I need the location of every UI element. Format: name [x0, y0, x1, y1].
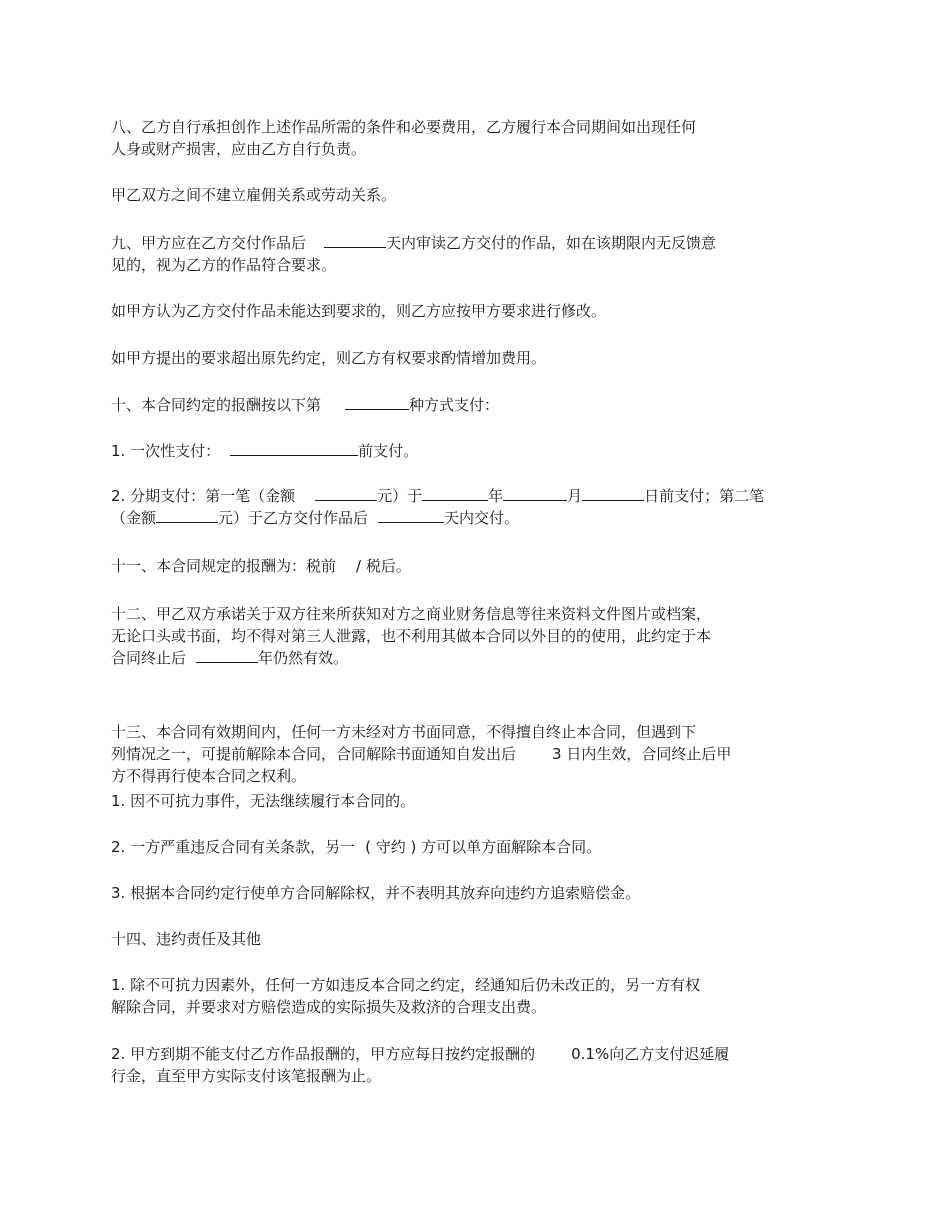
clause-13 — [111, 721, 836, 787]
modify-paragraph — [111, 300, 836, 322]
first-year-blank — [422, 486, 488, 501]
review-days-blank — [324, 233, 386, 248]
clause-12-text-a: 合同终止后 — [111, 649, 187, 667]
termination-item-1-text: 1. 因不可抗力事件，无法继续履行本合同的。 — [111, 792, 416, 810]
clause-12-line-1: 十二、甲乙双方承诺关于双方往来所获知对方之商业财务信息等往来资料文件图片或档案， — [111, 605, 712, 623]
clause-13-line-2 — [111, 743, 836, 765]
payment-option-2-text-d: 月 — [567, 487, 583, 505]
clause-11-text-b: / 税后。 — [356, 557, 411, 575]
breach-item-1 — [111, 974, 836, 1018]
clause-9-line-2: 见的，视为乙方的作品符合要求。 — [111, 256, 337, 274]
clause-10-text-a: 十、本合同约定的报酬按以下第 — [111, 396, 322, 414]
clause-11 — [111, 555, 836, 577]
clause-9-text-b: 天内审读乙方交付的作品，如在该期限内无反馈意 — [386, 234, 717, 252]
clause-14-heading-text: 十四、违约责任及其他 — [111, 930, 262, 948]
breach-item-1-line-2: 解除合同，并要求对方赔偿造成的实际损失及救济的合理支出费。 — [111, 998, 547, 1016]
first-day-blank — [582, 486, 644, 501]
clause-14-heading — [111, 928, 836, 950]
modify-text: 如甲方认为乙方交付作品未能达到要求的，则乙方应按甲方要求进行修改。 — [111, 302, 607, 320]
clause-11-line — [111, 555, 836, 577]
clause-12-text-b: 年仍然有效。 — [258, 649, 349, 667]
payment-option-2-text-e: 日前支付；第二笔 — [644, 487, 765, 505]
payment-option-2-text-c: 年 — [488, 487, 504, 505]
second-amount-blank — [156, 508, 218, 523]
payment-method-blank — [345, 395, 409, 410]
termination-item-3 — [111, 882, 836, 904]
clause-8-line-2: 人身或财产损害，应由乙方自行负责。 — [111, 140, 367, 158]
clause-13-line-1: 十三、本合同有效期间内，任何一方未经对方书面同意，不得擅自终止本合同，但遇到下 — [111, 723, 697, 741]
clause-10-text-b: 种方式支付： — [409, 396, 500, 414]
breach-item-2 — [111, 1043, 836, 1087]
clause-11-text-a: 十一、本合同规定的报酬为：税前 — [111, 557, 337, 575]
clause-9-text-a: 九、甲方应在乙方交付作品后 — [111, 234, 307, 252]
clause-9 — [111, 232, 836, 276]
termination-item-2 — [111, 836, 836, 858]
payment-option-2-text-g: 元）于乙方交付作品后 — [218, 509, 369, 527]
clause-10 — [111, 394, 836, 416]
clause-12 — [111, 603, 836, 669]
no-employment-text: 甲乙双方之间不建立雇佣关系或劳动关系。 — [111, 186, 397, 204]
payment-option-2-text-h: 天内交付。 — [444, 509, 520, 527]
payment-option-1-text-b: 前支付。 — [358, 442, 419, 460]
clause-8 — [111, 116, 836, 160]
payment-option-2-text-f: （金额 — [111, 509, 157, 527]
termination-item-2-text-a: 2. 一方严重违反合同有关条款，另一 — [111, 838, 356, 856]
payment-option-2 — [111, 485, 836, 529]
payment-option-2-line-1 — [111, 485, 836, 507]
termination-item-2-text-b: ( 守约 ) 方可以单方面解除本合同。 — [365, 838, 602, 856]
payment-option-2-text-a: 2. 分期支付：第一笔（金额 — [111, 487, 296, 505]
termination-item-1 — [111, 790, 836, 812]
clause-8-line-1: 八、乙方自行承担创作上述作品所需的条件和必要费用，乙方履行本合同期间如出现任何 — [111, 118, 697, 136]
breach-item-2-text-a: 2. 甲方到期不能支付乙方作品报酬的，甲方应每日按约定报酬的 — [111, 1045, 536, 1063]
clause-13-text-a: 列情况之一，可提前解除本合同，合同解除书面通知自发出后 — [111, 745, 517, 763]
lump-sum-date-blank — [230, 441, 358, 456]
extra-fee-paragraph — [111, 347, 836, 369]
clause-13-line-3: 方不得再行使本合同之权利。 — [111, 767, 307, 785]
termination-item-2-line — [111, 836, 836, 858]
extra-fee-text: 如甲方提出的要求超出原先约定，则乙方有权要求酌情增加费用。 — [111, 349, 547, 367]
clause-10-line — [111, 394, 836, 416]
no-employment-paragraph — [111, 184, 836, 206]
second-days-blank — [378, 508, 444, 523]
first-amount-blank — [315, 486, 377, 501]
clause-9-line-1 — [111, 232, 836, 254]
payment-option-1-line — [111, 440, 836, 462]
clause-12-line-3 — [111, 647, 836, 669]
payment-option-1 — [111, 440, 836, 462]
payment-option-2-line-2 — [111, 507, 836, 529]
confidentiality-years-blank — [196, 648, 258, 663]
breach-item-2-line-1 — [111, 1043, 836, 1065]
first-month-blank — [503, 486, 567, 501]
termination-item-3-text: 3. 根据本合同约定行使单方合同解除权，并不表明其放弃向违约方追索赔偿金。 — [111, 884, 641, 902]
payment-option-1-text-a: 1. 一次性支付： — [111, 442, 221, 460]
breach-item-2-line-2: 行金，直至甲方实际支付该笔报酬为止。 — [111, 1067, 382, 1085]
clause-13-text-b: 3 日内生效，合同终止后甲 — [552, 745, 732, 763]
breach-item-2-text-b: 0.1%向乙方支付迟延履 — [571, 1045, 730, 1063]
clause-12-line-2: 无论口头或书面，均不得对第三人泄露，也不利用其做本合同以外目的的使用，此约定于本 — [111, 627, 712, 645]
breach-item-1-line-1: 1. 除不可抗力因素外，任何一方如违反本合同之约定，经通知后仍未改正的，另一方有权 — [111, 976, 701, 994]
payment-option-2-text-b: 元）于 — [377, 487, 423, 505]
